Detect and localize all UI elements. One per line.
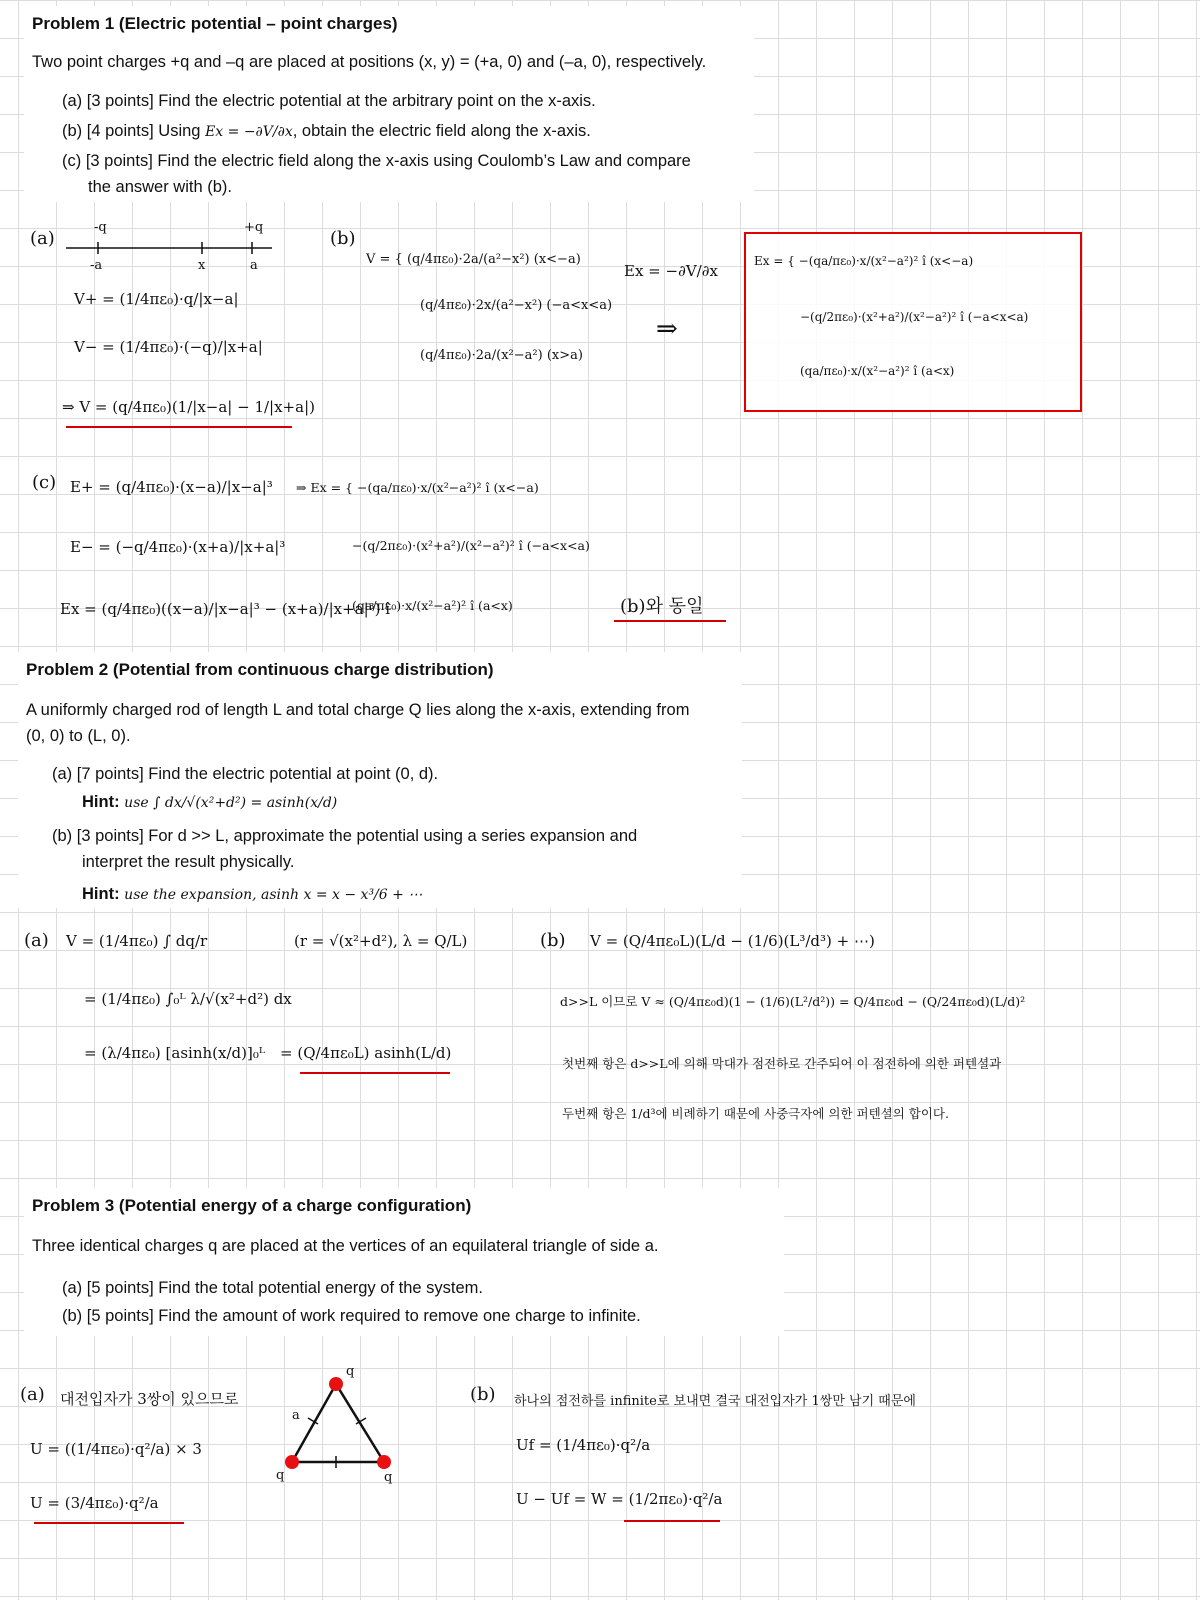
problem1-title: Problem 1 (Electric potential – point charges) — [32, 14, 398, 33]
sol1-c-e1: ⇒ Ex = { −(qa/πε₀)·x/(x²−a²)² î (x<−a) — [296, 480, 539, 495]
hint-b-text: use the expansion, asinh x = x − x³/6 + ⋯ — [124, 887, 423, 903]
sol3-a-label: (a) — [20, 1384, 45, 1405]
problem3-title: Problem 3 (Potential energy of a charge configuration) — [32, 1196, 472, 1215]
problem2-part-b-l1: (b) [3 points] For d >> L, approximate the potential using a series expansion and — [52, 827, 638, 845]
axis-x: x — [198, 258, 206, 273]
sol3-a-l1: U = ((1/4πε₀)·q²/a) × 3 — [30, 1440, 202, 1458]
sol1-c-e-total: Ex = (q/4πε₀)((x−a)/|x−a|³ − (x+a)/|x+a|³) î — [60, 600, 391, 618]
sol2-a-l2: = (1/4πε₀) ∫₀ᴸ λ/√(x²+d²) dx — [84, 990, 292, 1008]
problem2-part-a: (a) [7 points] Find the electric potential at point (0, d). — [52, 765, 439, 783]
problem3-statement: Three identical charges q are placed at the vertices of an equilateral triangle of side a. — [32, 1237, 659, 1255]
sol1-b-arrow: ⇒ — [656, 314, 678, 344]
hint-a-text: use ∫ dx/√(x²+d²) = asinh(x/d) — [124, 795, 338, 811]
problem1-part-a: (a) [3 points] Find the electric potential at the arbitrary point on the x-axis. — [62, 92, 596, 110]
sol1-box-e2: −(q/2πε₀)·(x²+a²)/(x²−a²)² î (−a<x<a) — [800, 310, 1029, 324]
sol3-b-label: (b) — [470, 1384, 496, 1405]
sol1-c-e-plus: E+ = (q/4πε₀)·(x−a)/|x−a|³ — [70, 478, 273, 496]
sol1-v-minus: V− = (1/4πε₀)·(−q)/|x+a| — [74, 338, 263, 356]
sol2-b-l1: V = (Q/4πε₀L)(L/d − (1/6)(L³/d³) + ⋯) — [590, 932, 875, 950]
problem2-statement-l2: (0, 0) to (L, 0). — [26, 727, 131, 745]
sol1-b-v2: (q/4πε₀)·2x/(a²−x²) (−a<x<a) — [420, 298, 613, 313]
sol1-a-label: (a) — [30, 228, 55, 249]
sol2-a-l1: V = (1/4πε₀) ∫ dq/r — [66, 932, 208, 950]
sol2-b-l3: 첫번째 항은 d>>L에 의해 막대가 점전하로 간주되어 이 점전하에 의한 퍼텐셜과 — [562, 1056, 1002, 1071]
tri-label-a: a — [292, 1408, 300, 1423]
problem2-statement-l1: A uniformly charged rod of length L and total charge Q lies along the x-axis, extending from — [26, 701, 690, 719]
sol1-b-label: (b) — [330, 228, 356, 249]
sol2-b-l2: d>>L 이므로 V ≈ (Q/4πε₀d)(1 − (1/6)(L²/d²)) = Q/4πε₀d − (Q/24πε₀d)(L/d)² — [560, 994, 1026, 1009]
sol1-c-label: (c) — [32, 472, 57, 493]
sol1-b-ex-def: Ex = −∂V/∂x — [624, 262, 718, 280]
axis-pos-charge: +q — [244, 220, 264, 235]
sol2-b-label: (b) — [540, 930, 566, 951]
sol1-b-v3: (q/4πε₀)·2a/(x²−a²) (x>a) — [420, 348, 583, 363]
sol2-a-defs: (r = √(x²+d²), λ = Q/L) — [294, 932, 468, 950]
tri-label-q-left: q — [276, 1468, 285, 1483]
problem2-part-b-l2: interpret the result physically. — [82, 853, 295, 871]
part-b-prefix: (b) [4 points] Using — [62, 122, 201, 140]
charge-left — [285, 1455, 299, 1469]
charge-right — [377, 1455, 391, 1469]
sol1-c-conclusion: (b)와 동일 — [620, 596, 704, 617]
hint-a-label: Hint: — [82, 793, 120, 811]
axis-a: a — [250, 258, 258, 273]
tri-label-q-top: q — [346, 1364, 355, 1379]
sol2-a-label: (a) — [24, 930, 49, 951]
problem1-statement: Two point charges +q and –q are placed at positions (x, y) = (+a, 0) and (–a, 0), respectively. — [32, 53, 707, 71]
sol1-c-e3: (qa/πε₀)·x/(x²−a²)² î (a<x) — [352, 598, 513, 613]
problem1-part-c-l1: (c) [3 points] Find the electric field along the x-axis using Coulomb’s Law and compare — [62, 152, 691, 170]
sol3-b-l2: U − Uf = W = (1/2πε₀)·q²/a — [516, 1490, 723, 1508]
problem1-part-c-l2: the answer with (b). — [88, 178, 232, 196]
axis-neg-a: -a — [90, 258, 103, 273]
problem3-part-a: (a) [5 points] Find the total potential energy of the system. — [62, 1279, 483, 1297]
charge-top — [329, 1377, 343, 1391]
sol3-a-note: 대전입자가 3쌍이 있으므로 — [60, 1390, 239, 1408]
sol3-a-result: U = (3/4πε₀)·q²/a — [30, 1494, 159, 1512]
sol3-b-note: 하나의 점전하를 infinite로 보내면 결국 대전입자가 1쌍만 남기 때문에 — [514, 1394, 916, 1409]
part-b-suffix: , obtain the electric field along the x-axis. — [292, 122, 591, 140]
problem2-title: Problem 2 (Potential from continuous charge distribution) — [26, 660, 494, 679]
sol1-v-total: ⇒ V = (q/4πε₀)(1/|x−a| − 1/|x+a|) — [62, 398, 315, 416]
hint-b-label: Hint: — [82, 885, 120, 903]
sol1-v-plus: V+ = (1/4πε₀)·q/|x−a| — [74, 290, 239, 308]
problem3-part-b: (b) [5 points] Find the amount of work required to remove one charge to infinite. — [62, 1307, 641, 1325]
sol2-a-result: = (Q/4πε₀L) asinh(L/d) — [280, 1044, 452, 1062]
tri-label-q-right: q — [384, 1470, 393, 1485]
sol2-a-l3: = (λ/4πε₀) [asinh(x/d)]₀ᴸ — [84, 1044, 266, 1062]
sol1-box-e1: Ex = { −(qa/πε₀)·x/(x²−a²)² î (x<−a) — [754, 254, 974, 268]
axis-neg-charge: -q — [94, 220, 107, 235]
sol3-b-l1: Uf = (1/4πε₀)·q²/a — [516, 1436, 651, 1454]
part-b-formula: Ex = −∂V/∂x — [205, 124, 293, 140]
sol1-c-e-minus: E− = (−q/4πε₀)·(x+a)/|x+a|³ — [70, 538, 286, 556]
sol2-b-l4: 두번째 항은 1/d³에 비례하기 때문에 사중극자에 의한 퍼텐셜의 합이다. — [562, 1106, 949, 1121]
sol1-b-v1: V = { (q/4πε₀)·2a/(a²−x²) (x<−a) — [366, 252, 581, 267]
sol1-box-e3: (qa/πε₀)·x/(x²−a²)² î (a<x) — [800, 364, 955, 378]
sol1-c-e2: −(q/2πε₀)·(x²+a²)/(x²−a²)² î (−a<x<a) — [352, 538, 590, 553]
sol3-b-underline — [624, 1520, 720, 1522]
